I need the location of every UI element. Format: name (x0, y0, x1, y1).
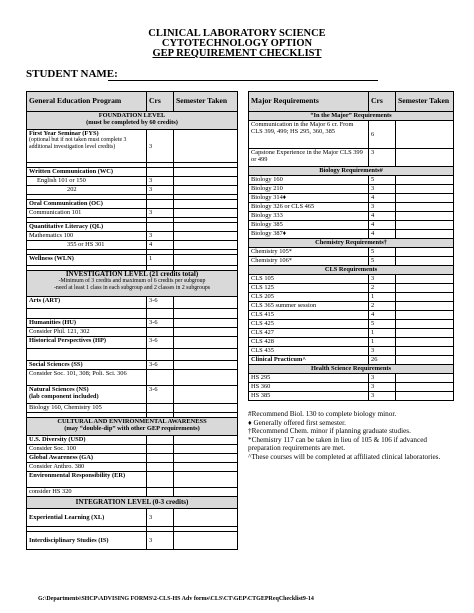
practicum-row: Clinical Practicum^ (249, 356, 369, 365)
bio-row: Biology 210 (249, 185, 369, 194)
art-crs: 3-6 (147, 297, 174, 309)
wc-title: Written Communication (WC) (27, 168, 147, 177)
bio-row-crs: 5 (369, 176, 396, 185)
hp-crs: 3-6 (147, 337, 174, 349)
ss-note: Consider Soc. 101, 308; Poli. Sci. 306 (27, 370, 147, 386)
investigation-sub-2: -need at least 1 class in each subgroup and 2 classes in 2 subgroups (54, 284, 210, 291)
student-name-label: STUDENT NAME: (26, 68, 118, 80)
wc-course-2-semester[interactable] (174, 186, 238, 195)
hu-semester[interactable] (174, 319, 238, 328)
bio-row-crs: 3 (369, 203, 396, 212)
hs-row: HS 360 (249, 383, 369, 392)
cls-row: CLS 105 (249, 275, 369, 284)
cea-section (27, 418, 238, 436)
gen-ed-table (26, 91, 238, 550)
cea-sub: (may “double-dip” with other GEP requirements) (64, 425, 200, 432)
footnote-2: ♦ Generally offered first semester. (248, 418, 346, 427)
bio-row-semester[interactable] (396, 203, 454, 212)
hs-row-semester[interactable] (396, 383, 454, 392)
inmajor-title: “In the Major” Requirements (249, 112, 454, 121)
cls-row-semester[interactable] (396, 311, 454, 320)
ql-title: Quantitative Literacy (QL) (27, 223, 147, 232)
fys-title: First Year Seminar (FYS) (29, 130, 99, 137)
chem-row-semester[interactable] (396, 257, 454, 266)
wc-course-1-crs: 3 (147, 177, 174, 186)
ga-title: Global Awareness (GA) (27, 454, 147, 463)
ql-course-2-semester[interactable] (174, 241, 238, 250)
col-header-semester: Semester Taken (174, 92, 238, 112)
xl-crs: 3 (147, 509, 174, 527)
er-semester[interactable] (174, 472, 238, 488)
wc-course-1-semester[interactable] (174, 177, 238, 186)
bio-row-crs: 3 (369, 185, 396, 194)
hp-semester[interactable] (174, 337, 238, 349)
fys-crs: 3 (147, 130, 174, 163)
chem-row-crs: 5 (369, 257, 396, 266)
hu-semester-2[interactable] (174, 328, 238, 337)
major-col-header-crs: Crs (369, 92, 396, 112)
bio-row: Biology 333 (249, 212, 369, 221)
hu-crs: 3-6 (147, 319, 174, 328)
oc-course-1-crs: 3 (147, 209, 174, 218)
ql-course-2-crs: 4 (147, 241, 174, 250)
cls-row-semester[interactable] (396, 329, 454, 338)
cls-row-crs: 3 (369, 275, 396, 284)
ql-course-1: Mathematics 100 (27, 232, 147, 241)
hs-row-semester[interactable] (396, 392, 454, 401)
oc-title-semester[interactable] (174, 200, 238, 209)
practicum-crs: 26 (369, 356, 396, 365)
xl-title: Experiential Learning (XL) (27, 509, 147, 527)
bio-row-semester[interactable] (396, 185, 454, 194)
hu-note: Consider Phil. 121, 302 (27, 328, 147, 337)
cls-row-semester[interactable] (396, 347, 454, 356)
inmajor-row-2-semester[interactable] (396, 149, 454, 167)
wln-crs: 1 (147, 255, 174, 266)
ns-sub: (lab component included) (29, 393, 99, 400)
document-header (0, 29, 474, 59)
col-header-program: General Education Program (27, 92, 147, 112)
chem-row: Chemistry 105* (249, 248, 369, 257)
cls-row: CLS 125 (249, 284, 369, 293)
foundation-section (27, 112, 238, 130)
footnote-5: ^These courses will be completed at affiliated clinical laboratories. (248, 452, 441, 461)
ns-note: Biology 160, Chemistry 105 (27, 404, 147, 413)
ga-semester-2[interactable] (174, 463, 238, 472)
ss-semester[interactable] (174, 361, 238, 370)
hs-row: HS 385 (249, 392, 369, 401)
art-semester-2[interactable] (174, 309, 238, 319)
ql-course-1-semester[interactable] (174, 232, 238, 241)
ns-semester-2[interactable] (174, 404, 238, 413)
ns-title: Natural Sciences (NS) (29, 386, 89, 393)
ns-crs: 3-6 (147, 386, 174, 404)
inmajor-row-2: Capstone Experience in the Major CLS 399 or 499 (249, 149, 369, 167)
cls-row-semester[interactable] (396, 293, 454, 302)
wc-title-semester[interactable] (174, 168, 238, 177)
wln-title: Wellness (WLN) (27, 255, 147, 266)
ss-semester-2[interactable] (174, 370, 238, 386)
bio-row-semester[interactable] (396, 221, 454, 230)
hp-title: Historical Perspectives (HP) (27, 337, 147, 349)
inmajor-row-1: Communication in the Major 6 cr. From CLS 399, 499; HS 295, 360, 385 (249, 121, 369, 149)
wln-semester[interactable] (174, 255, 238, 266)
ql-course-2: 355 or HS 301 (27, 241, 147, 250)
fys-note: (optional but if not taken must complete 3 additional investigation level credits) (29, 137, 127, 150)
hs-row-crs: 3 (369, 392, 396, 401)
cls-row-crs: 1 (369, 293, 396, 302)
wc-course-2-crs: 3 (147, 186, 174, 195)
bio-row-semester[interactable] (396, 176, 454, 185)
cls-row-crs: 1 (369, 338, 396, 347)
bio-row: Biology 326 or CLS 465 (249, 203, 369, 212)
ql-course-1-crs: 3 (147, 232, 174, 241)
bio-row: Biology 387♦ (249, 230, 369, 239)
cls-row-crs: 1 (369, 329, 396, 338)
xl-semester[interactable] (174, 509, 238, 527)
fys-semester[interactable] (174, 130, 238, 163)
investigation-sub-1: -Minimum of 3 credits and maximum of 6 credits per subgroup (58, 278, 206, 284)
cls-row-semester[interactable] (396, 320, 454, 329)
investigation-section (27, 271, 238, 297)
ids-crs: 3 (147, 532, 174, 550)
bio-row: Biology 385 (249, 221, 369, 230)
footnotes (248, 410, 458, 462)
hs-row-crs: 3 (369, 374, 396, 383)
usd-note: Consider Soc. 100 (27, 445, 147, 454)
footnote-1: #Recommend Biol. 130 to complete biology minor. (248, 410, 397, 418)
bio-row-semester[interactable] (396, 230, 454, 239)
integration-title: INTEGRATION LEVEL (0-3 credits) (75, 498, 189, 506)
title-line-1: CLINICAL LABORATORY SCIENCE (148, 28, 326, 39)
bio-row: Biology 314♦ (249, 194, 369, 203)
title-line-3: GEP REQUIREMENT CHECKLIST (152, 48, 322, 59)
cls-row-crs: 4 (369, 311, 396, 320)
cls-row-crs: 5 (369, 320, 396, 329)
cls-row: CLS 427 (249, 329, 369, 338)
cls-row-crs: 2 (369, 284, 396, 293)
oc-title: Oral Communication (OC) (27, 200, 147, 209)
ids-title: Interdisciplinary Studies (IS) (27, 532, 147, 550)
cls-row: CLS 428 (249, 338, 369, 347)
col-header-crs: Crs (147, 92, 174, 112)
inmajor-row-2-crs: 3 (369, 149, 396, 167)
footnote-3: †Recommend Chem. minor if planning graduate studies. (248, 427, 411, 436)
cls-row-crs: 3 (369, 347, 396, 356)
cls-row: CLS 415 (249, 311, 369, 320)
chem-row-crs: 5 (369, 248, 396, 257)
foundation-sub: (must be completed by 60 credits) (86, 119, 178, 126)
chem-title: Chemistry Requirements† (249, 239, 454, 248)
er-semester-2[interactable] (174, 488, 238, 497)
oc-course-1-semester[interactable] (174, 209, 238, 218)
footnote-4: *Chemistry 117 can be taken in lieu of 105 & 106 if advanced preparation requirements are met. (248, 435, 427, 453)
er-title: Environmental Responsibility (ER) (27, 472, 147, 488)
art-title: Arts (ART) (27, 297, 147, 309)
ns-semester[interactable] (174, 386, 238, 404)
hs-row-semester[interactable] (396, 374, 454, 383)
usd-title: U.S. Diversity (USD) (27, 436, 147, 445)
ns-cell (27, 386, 147, 404)
hs-title: Health Science Requirements (249, 365, 454, 374)
cls-row: CLS 365 summer session (249, 302, 369, 311)
foundation-title: FOUNDATION LEVEL (98, 112, 166, 119)
cls-row: CLS 425 (249, 320, 369, 329)
title-line-2: CYTOTECHNOLOGY OPTION (161, 38, 313, 49)
student-name-field[interactable] (108, 80, 378, 81)
er-note: consider HS 320 (27, 488, 147, 497)
hs-row: HS 295 (249, 374, 369, 383)
wc-course-1: English 101 or 150 (27, 177, 147, 186)
hu-title: Humanities (HU) (27, 319, 147, 328)
ga-note: Consider Anthro. 380 (27, 463, 147, 472)
ss-title: Social Sciences (SS) (27, 361, 147, 370)
cls-row: CLS 435 (249, 347, 369, 356)
oc-course-1: Communication 101 (27, 209, 147, 218)
bio-row: Biology 160 (249, 176, 369, 185)
wc-course-2: 202 (27, 186, 147, 195)
cls-row-semester[interactable] (396, 302, 454, 311)
cls-title: CLS Requirements (249, 266, 454, 275)
bio-row-crs: 4 (369, 212, 396, 221)
chem-row: Chemistry 106* (249, 257, 369, 266)
major-col-header-req: Major Requirements (249, 92, 369, 112)
cls-row-semester[interactable] (396, 338, 454, 347)
cea-title: CULTURAL AND ENVIRONMENTAL AWARENESS (57, 418, 207, 425)
usd-semester-2[interactable] (174, 445, 238, 454)
cls-row: CLS 205 (249, 293, 369, 302)
hs-row-crs: 3 (369, 383, 396, 392)
bio-row-semester[interactable] (396, 212, 454, 221)
usd-semester[interactable] (174, 436, 238, 445)
ss-crs: 3-6 (147, 361, 174, 370)
investigation-title: INVESTIGATION LEVEL (21 credits total) (65, 270, 199, 278)
major-col-header-semester: Semester Taken (396, 92, 454, 112)
ids-semester[interactable] (174, 532, 238, 550)
hp-semester-2[interactable] (174, 349, 238, 361)
ga-semester[interactable] (174, 454, 238, 463)
cls-row-semester[interactable] (396, 275, 454, 284)
major-table (248, 91, 454, 401)
bio-row-semester[interactable] (396, 194, 454, 203)
fys-cell (27, 130, 147, 163)
inmajor-row-1-semester[interactable] (396, 121, 454, 149)
ql-title-semester[interactable] (174, 223, 238, 232)
cls-row-crs: 2 (369, 302, 396, 311)
file-path-footer: G:\Departments\SHCP\ADVISING FORMS\2-CLS-HS Adv forms\CLS\CT\GEP\CTGEPReqChecklist9-14 (38, 596, 314, 602)
bio-row-crs: 4 (369, 221, 396, 230)
bio-row-crs: 4 (369, 230, 396, 239)
chem-row-semester[interactable] (396, 248, 454, 257)
art-semester[interactable] (174, 297, 238, 309)
practicum-semester[interactable] (396, 356, 454, 365)
bio-title: Biology Requirements# (249, 167, 454, 176)
inmajor-row-1-crs: 6 (369, 121, 396, 149)
bio-row-crs: 4 (369, 194, 396, 203)
integration-section (27, 497, 238, 509)
cls-row-semester[interactable] (396, 284, 454, 293)
